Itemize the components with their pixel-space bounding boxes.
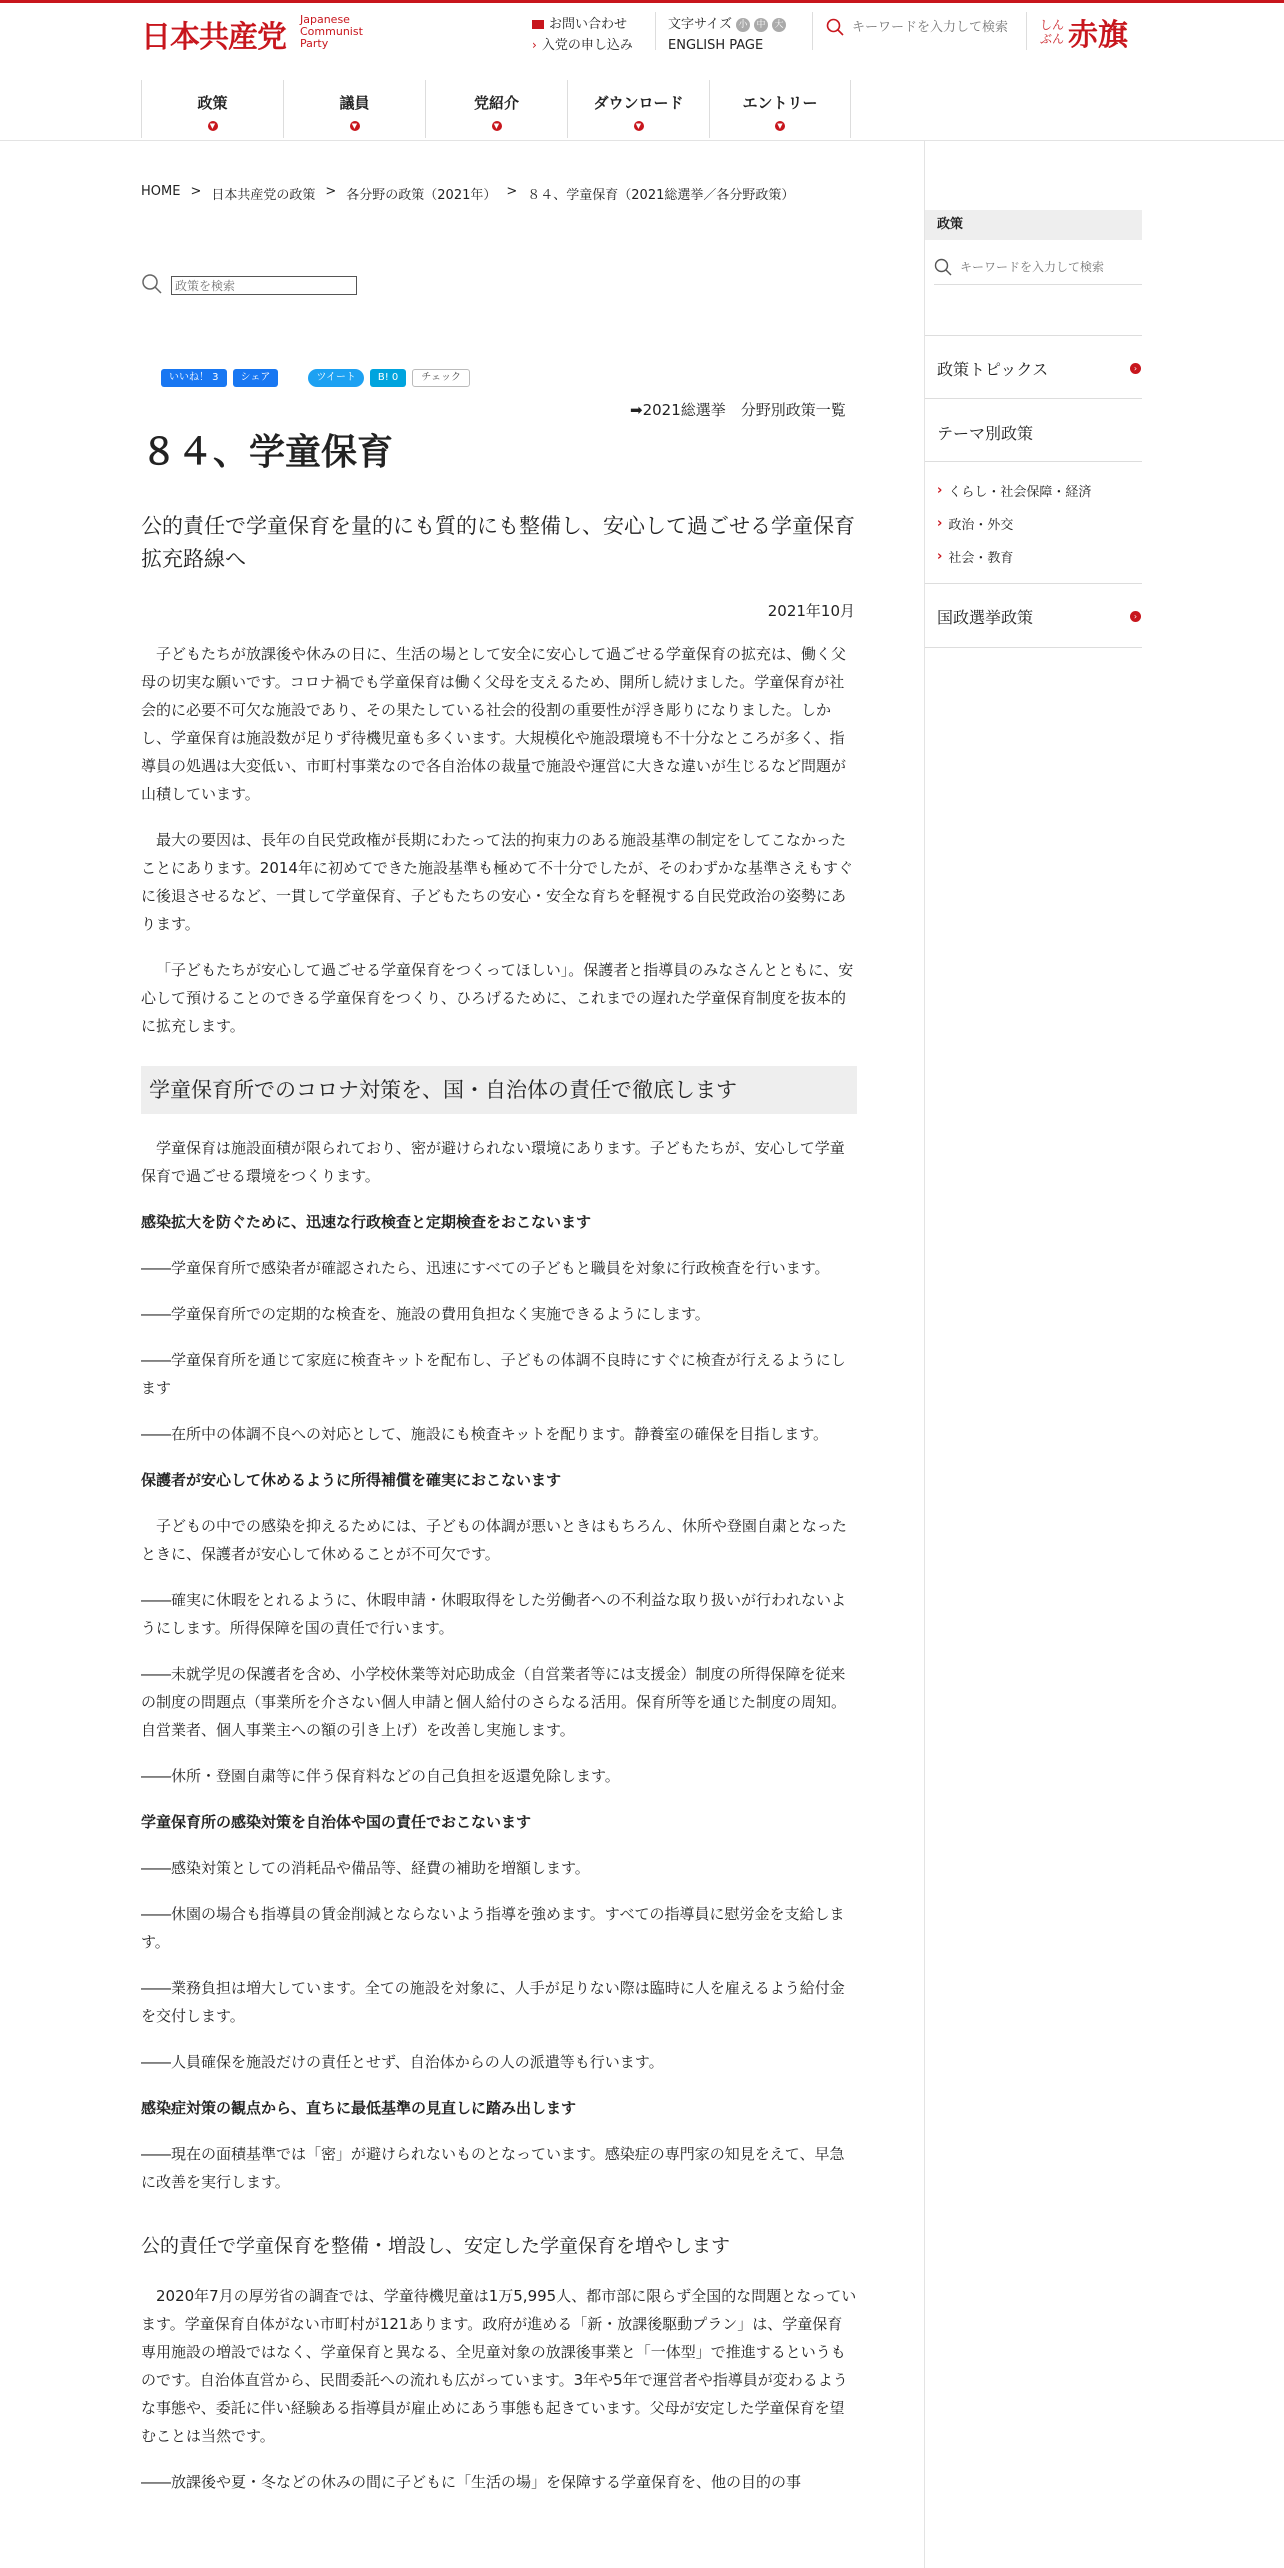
- intro-paragraph: 子どもたちが放課後や休みの日に、生活の場として安全に安心して過ごせる学童保育の拡充は、働く父母の切実な願いです。コロナ禍でも学童保育は働く父母を支えるため、開所し続けました。学童保育が社会的に必要不可欠な施設であり、その果たしている社会的役割の重要性が浮き彫りになりました。しかし、学童保育は施設数が足りず待機児童も多くいます。大規模化や施設環境も不十分なところが多く、指導員の処遇は大変低い、市町村事業なので各自治体の裁量で施設や運営に大きな違いが生じるなど問題が山積しています。: [141, 645, 847, 803]
- election-policy-list-link[interactable]: ➡2021総選挙 分野別政策一覧: [630, 401, 846, 419]
- chevron-right-icon: ›: [937, 549, 943, 564]
- font-size-small-button[interactable]: 小: [736, 18, 750, 32]
- contact-link[interactable]: お問い合わせ: [532, 14, 633, 35]
- list-item: 子どもの中での感染を抑えるためには、子どもの体調が悪いときはもちろん、休所や登園自粛となったときに、保護者が安心して休めることが不可欠です。: [141, 1517, 847, 1563]
- list-item: ――感染対策としての消耗品や備品等、経費の補助を増額します。: [141, 1859, 590, 1877]
- subsection-heading: 感染症対策の観点から、直ちに最低基準の見直しに踏み出します: [141, 2099, 577, 2117]
- sidebar-divider: [925, 461, 1142, 462]
- facebook-share-button[interactable]: シェア: [233, 369, 279, 387]
- akahata-logo[interactable]: しんぶん 赤旗: [1040, 18, 1128, 53]
- subsection-heading: 感染拡大を防ぐために、迅速な行政検査と定期検査をおこないます: [141, 1213, 592, 1231]
- section-heading: 公的責任で学童保育を整備・増設し、安定した学童保育を増やします: [141, 2235, 731, 2257]
- sidebar-subitem-living[interactable]: › くらし・社会保障・経済: [937, 483, 1092, 500]
- chevron-right-icon: ›: [937, 483, 943, 498]
- header-divider: [1026, 12, 1027, 50]
- chevron-right-icon: ›: [532, 38, 537, 52]
- sidebar-item-theme-policy[interactable]: テーマ別政策: [937, 424, 1034, 443]
- hatena-bookmark-button[interactable]: B! 0: [370, 369, 406, 387]
- sidebar-divider: [925, 647, 1142, 648]
- nav-item-policy[interactable]: 政策 ▼: [141, 80, 283, 138]
- sidebar-search-input[interactable]: [958, 259, 1132, 275]
- breadcrumb-fields[interactable]: 各分野の政策（2021年）: [346, 188, 497, 203]
- breadcrumb-home[interactable]: HOME: [141, 184, 181, 199]
- nav-item-about[interactable]: 党紹介 ▼: [425, 80, 567, 138]
- list-item: ――確実に休暇をとれるように、休暇申請・休暇取得をした労働者への不利益な取り扱いが行われないようにします。所得保障を国の責任で行います。: [141, 1591, 847, 1637]
- section-paragraph: 2020年7月の厚労省の調査では、学童待機児童は1万5,995人、都市部に限らず全国的な問題となっています。学童保育自体がない市町村が121あります。政府が進める「新・放課後駆動プラン」は、学童保育専用施設の増設ではなく、学童保育と異なる、全児童対象の放課後事業と「一体型」で推進するというものです。自治体直営から、民間委託への流れも広がっています。3年や5年で運営者や指導員が変わるような事態や、委託に伴い経験ある指導員が雇止めにあう事態も起きています。父母が安定した学童保育を望むことは当然です。: [141, 2287, 857, 2445]
- list-item: ――在所中の体調不良への対応として、施設にも検査キットを配ります。静養室の確保を目指します。: [141, 1425, 829, 1443]
- sidebar-item-policy-topics[interactable]: 政策トピックス ›: [937, 357, 1141, 380]
- chevron-down-icon: ▼: [775, 121, 785, 131]
- list-item: ――学童保育所を通じて家庭に検査キットを配布し、子どもの体調不良時にすぐに検査が行えるようにします: [141, 1351, 846, 1397]
- font-size-control: 文字サイズ 小 中 大 ENGLISH PAGE: [668, 14, 786, 56]
- list-item: ――休所・登園自粛等に伴う保育料などの自己負担を返還免除します。: [141, 1767, 620, 1785]
- join-link[interactable]: › 入党の申し込み: [532, 35, 633, 56]
- sidebar-search: [934, 258, 1142, 285]
- policy-search-input[interactable]: [171, 276, 357, 295]
- page-subtitle: 公的責任で学童保育を量的にも質的にも整備し、安心して過ごせる学童保育拡充路線へ: [141, 514, 855, 571]
- party-logo-english: Japanese Communist Party: [300, 13, 363, 50]
- publish-date: 2021年10月: [767, 602, 855, 620]
- top-accent-line: [0, 0, 1284, 3]
- header-search: [826, 18, 1024, 36]
- font-size-medium-button[interactable]: 中: [754, 18, 768, 32]
- policy-search: [141, 273, 357, 295]
- mixi-check-button[interactable]: チェック: [412, 369, 470, 387]
- search-icon[interactable]: [141, 273, 163, 295]
- chevron-down-icon: ▼: [634, 121, 644, 131]
- sidebar-divider: [924, 141, 925, 2568]
- tweet-button[interactable]: ツイート: [308, 369, 364, 387]
- search-icon[interactable]: [826, 18, 844, 36]
- intro-paragraph: 「子どもたちが安心して過ごせる学童保育をつくってほしい」。保護者と指導員のみなさんとともに、安心して預けることのできる学童保育をつくり、ひろげるために、これまでの遅れた学童保育制度を抜本的に拡充します。: [141, 961, 854, 1035]
- sidebar-item-national-election[interactable]: 国政選挙政策 ›: [937, 605, 1141, 628]
- sidebar-subitem-politics[interactable]: › 政治・外交: [937, 516, 1014, 533]
- search-icon[interactable]: [934, 258, 952, 276]
- chevron-down-icon: ▼: [492, 121, 502, 131]
- header-links: [532, 14, 633, 56]
- list-item: ――放課後や夏・冬などの休みの間に子どもに「生活の場」を保障する学童保育を、他の目的の事: [141, 2473, 802, 2491]
- list-item: ――休園の場合も指導員の賃金削減とならないよう指導を強めます。すべての指導員に慰労金を支給します。: [141, 1905, 845, 1951]
- chevron-down-icon: ▼: [350, 121, 360, 131]
- nav-item-members[interactable]: 議員 ▼: [283, 80, 425, 138]
- intro-paragraph: 最大の要因は、長年の自民党政権が長期にわたって法的拘束力のある施設基準の制定をしてこなかったことにあります。2014年に初めてできた施設基準も極めて不十分でしたが、そのわずかな基準さえもすぐに後退させるなど、一貫して学童保育、子どもたちの安心・安全な育ちを軽視する自民党政治の姿勢にあります。: [141, 831, 853, 933]
- font-size-large-button[interactable]: 大: [772, 18, 786, 32]
- nav-item-download[interactable]: ダウンロード ▼: [567, 80, 709, 138]
- sidebar-divider: [925, 398, 1142, 399]
- party-logo[interactable]: 日本共産党: [141, 20, 286, 55]
- header-divider: [655, 12, 656, 50]
- facebook-like-button[interactable]: いいね！ 3: [161, 369, 227, 387]
- chevron-down-icon: ▼: [208, 121, 218, 131]
- chevron-right-icon: ›: [1130, 611, 1141, 622]
- header-border: [0, 140, 1284, 141]
- subsection-heading: 保護者が安心して休めるように所得補償を確実におこないます: [141, 1471, 562, 1489]
- sidebar-divider: [925, 335, 1142, 336]
- header-search-input[interactable]: [850, 19, 1024, 36]
- chevron-right-icon: ›: [1130, 363, 1141, 374]
- list-item: ――未就学児の保護者を含め、小学校休業等対応助成金（自営業者等には支援金）制度の所得保障を従来の制度の問題点（事業所を介さない個人申請と個人給付のさらなる活用。保育所等を通じた制度の周知。自営業者、個人事業主への額の引き上げ）を改善し実施します。: [141, 1665, 847, 1739]
- article-body: [141, 640, 857, 2514]
- main-nav: [141, 80, 851, 138]
- nav-item-entry[interactable]: エントリー ▼: [709, 80, 851, 138]
- list-item: ――業務負担は増大しています。全ての施設を対象に、人手が足りない際は臨時に人を雇えるよう給付金を交付します。: [141, 1979, 845, 2025]
- section-heading: 学童保育所でのコロナ対策を、国・自治体の責任で徹底します: [141, 1066, 857, 1114]
- header-divider: [812, 12, 813, 50]
- sidebar-divider: [925, 583, 1142, 584]
- breadcrumb: HOME > 日本共産党の政策 > 各分野の政策（2021年） > ８４、学童保育（2021総選挙／各分野政策）: [141, 184, 795, 203]
- sidebar-subitem-society[interactable]: › 社会・教育: [937, 549, 1014, 566]
- chevron-right-icon: ›: [937, 516, 943, 531]
- sidebar-heading: 政策: [925, 210, 1142, 240]
- breadcrumb-policy[interactable]: 日本共産党の政策: [211, 188, 316, 203]
- mail-icon: [532, 20, 544, 29]
- subsection-heading: 学童保育所の感染対策を自治体や国の責任でおこないます: [141, 1813, 532, 1831]
- breadcrumb-current: ８４、学童保育（2021総選挙／各分野政策）: [527, 188, 795, 203]
- list-item: ――学童保育所で感染者が確認されたら、迅速にすべての子どもと職員を対象に行政検査を行います。: [141, 1259, 830, 1277]
- english-page-link[interactable]: ENGLISH PAGE: [668, 38, 764, 53]
- list-item: ――人員確保を施設だけの責任とせず、自治体からの人の派遣等も行います。: [141, 2053, 664, 2071]
- section-lead: 学童保育は施設面積が限られており、密が避けられない環境にあります。子どもたちが、安心して学童保育で過ごせる環境をつくります。: [141, 1139, 845, 1185]
- list-item: ――学童保育所での定期的な検査を、施設の費用負担なく実施できるようにします。: [141, 1305, 710, 1323]
- social-buttons: [161, 369, 470, 387]
- list-item: ――現在の面積基準では「密」が避けられないものとなっています。感染症の専門家の知見をえて、早急に改善を実行します。: [141, 2145, 845, 2191]
- page-title: ８４、学童保育: [141, 431, 394, 473]
